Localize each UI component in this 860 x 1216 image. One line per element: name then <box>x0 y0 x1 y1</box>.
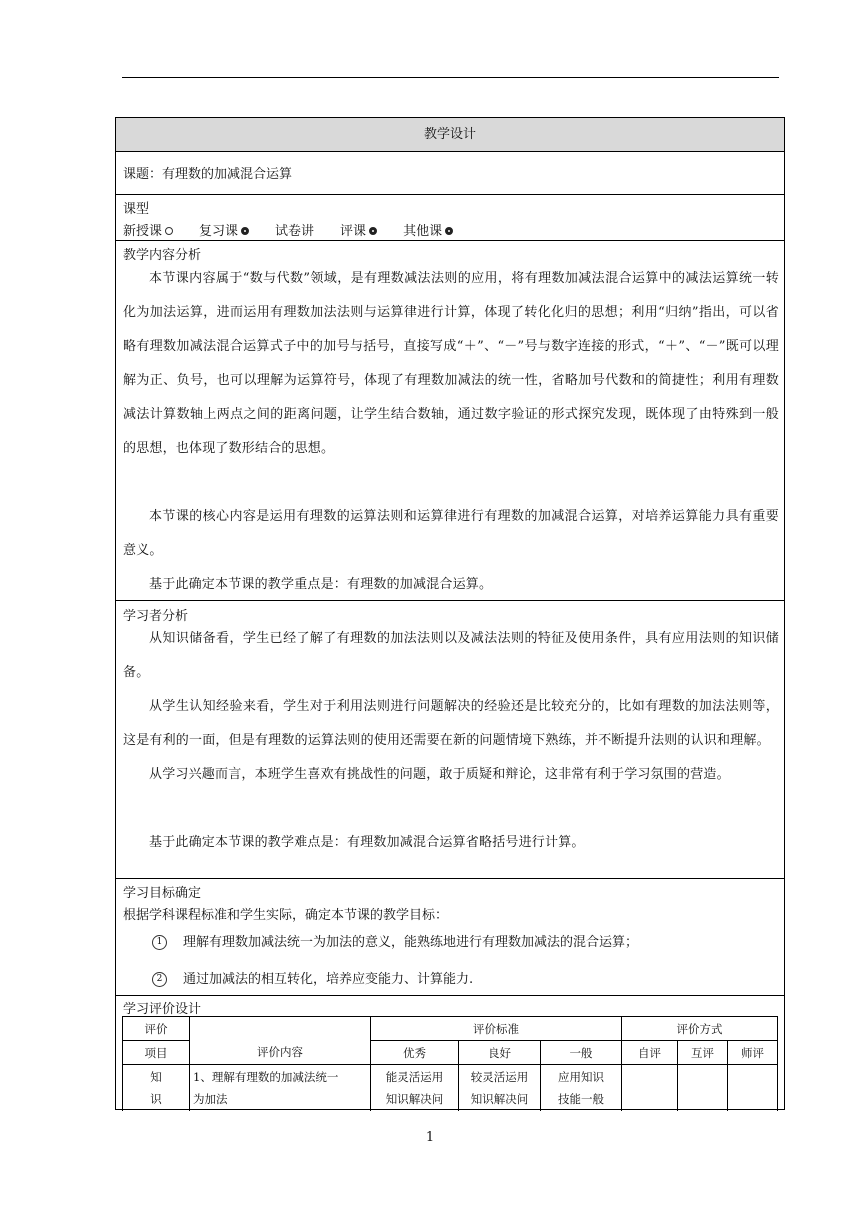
header-cell: 自评 <box>622 1041 678 1065</box>
content-analysis-paragraph: 基于此确定本节课的教学重点是：有理数的加减混合运算。 <box>149 577 493 592</box>
lesson-design-table <box>115 117 785 1110</box>
radio-filled-icon <box>369 227 377 235</box>
lesson-type-label: 课型 <box>123 202 150 217</box>
lesson-topic: 课题：有理数的加减混合运算 <box>123 167 293 182</box>
learner-analysis-paragraph: 从学习兴趣而言，本班学生喜欢有挑战性的问题，敢于质疑和辩论，这非常有利于学习氛围的营造。 <box>149 767 730 782</box>
table-cell <box>622 1065 678 1112</box>
objective-item: 1 理解有理数加减法统一为加法的意义，能熟练地进行有理数加减法的混合运算； <box>152 931 638 950</box>
table-header-row <box>123 1017 778 1041</box>
objective-item: 2 通过加减法的相互转化，培养应变能力、计算能力. <box>152 968 473 987</box>
circled-number-icon: 1 <box>152 935 167 950</box>
divider <box>116 151 784 152</box>
header-cell: 一般 <box>541 1041 622 1065</box>
divider <box>116 995 784 996</box>
circled-number-icon: 2 <box>152 972 167 987</box>
divider <box>116 194 784 195</box>
header-rule <box>122 77 779 78</box>
radio-filled-icon <box>241 227 249 235</box>
page-number: 1 <box>425 1130 435 1145</box>
table-cell: 知 识 <box>123 1065 190 1112</box>
header-cell: 评价 <box>123 1017 190 1041</box>
objectives-heading: 学习目标确定 <box>123 886 202 901</box>
header-cell: 师评 <box>728 1041 778 1065</box>
divider <box>116 878 784 879</box>
header-cell: 评价方式 <box>622 1017 778 1041</box>
table-cell <box>678 1065 728 1112</box>
table-cell: 较灵活运用 知识解决问 <box>459 1065 541 1112</box>
learner-analysis-paragraph: 从学生认知经验来看，学生对于利用法则进行问题解决的经验还是比较充分的，比如有理数的加法法则等，这是有利的一面，但是有理数的运算法则的使用还需要在新的问题情境下熟练，并不断提升法则的认识和理解。 <box>123 699 779 748</box>
divider <box>116 240 784 241</box>
table-row <box>123 1065 778 1112</box>
evaluation-table <box>122 1016 778 1111</box>
content-analysis-paragraph: 本节课的核心内容是运用有理数的运算法则和运算律进行有理数的加减混合运算，对培养运算能力具有重要意义。 <box>123 509 779 558</box>
header-cell: 项目 <box>123 1041 190 1065</box>
option-evaluation-lesson[interactable]: 评课 <box>340 224 377 239</box>
table-cell: 1、理解有理数的加减法统一 为加法 <box>190 1065 371 1112</box>
content-analysis-heading: 教学内容分析 <box>123 248 202 263</box>
header-cell: 良好 <box>459 1041 541 1065</box>
header-cell: 评价标准 <box>371 1017 622 1041</box>
option-other-lesson[interactable]: 其他课 <box>403 224 453 239</box>
content-analysis-paragraph: 本节课内容属于“数与代数”领域，是有理数减法法则的应用，将有理数加减法混合运算中的减法运算统一转化为加法运算，进而运用有理数加法法则与运算律进行计算，体现了转化化归的思想；利用“归纳”指出，可以省略有理数加减法混合运算式子中的加号与括号，直接写成“＋”、“－”号与数字连接的形式，“＋”、“－”既可以理解为正、负号，也可以理解为运算符号，体现了有理数加减法的统一性，省略加号代数和的简捷性；利用有理数减法计算数轴上两点之间的距离问题，让学生结合数轴，通过数字验证的形式探究发现，既体现了由特殊到一般的思想，也体现了数形结合的思想。 <box>123 271 779 456</box>
radio-filled-icon <box>445 227 453 235</box>
learner-analysis-paragraph: 基于此确定本节课的教学难点是：有理数加减混合运算省略括号进行计算。 <box>149 835 585 850</box>
header-cell: 互评 <box>678 1041 728 1065</box>
table-cell <box>728 1065 778 1112</box>
lesson-type-options <box>123 220 453 239</box>
table-cell: 应用知识 技能一般 <box>541 1065 622 1112</box>
option-review-lesson[interactable]: 复习课 <box>199 224 249 239</box>
header-cell: 优秀 <box>371 1041 459 1065</box>
radio-hollow-icon <box>165 227 173 235</box>
learner-analysis-paragraph: 从知识储备看，学生已经了解了有理数的加法法则以及减法法则的特征及使用条件，具有应用法则的知识储备。 <box>123 631 779 680</box>
option-new-lesson[interactable]: 新授课 <box>123 224 173 239</box>
objectives-intro: 根据学科课程标准和学生实际，确定本节课的教学目标： <box>123 908 449 923</box>
table-title: 教学设计 <box>116 118 784 151</box>
divider <box>116 600 784 601</box>
evaluation-heading: 学习评价设计 <box>123 1002 202 1017</box>
header-cell: 评价内容 <box>190 1017 371 1065</box>
table-cell: 能灵活运用 知识解决问 <box>371 1065 459 1112</box>
learner-analysis-heading: 学习者分析 <box>123 609 189 624</box>
option-exam-review[interactable]: 试卷讲 <box>275 224 315 239</box>
